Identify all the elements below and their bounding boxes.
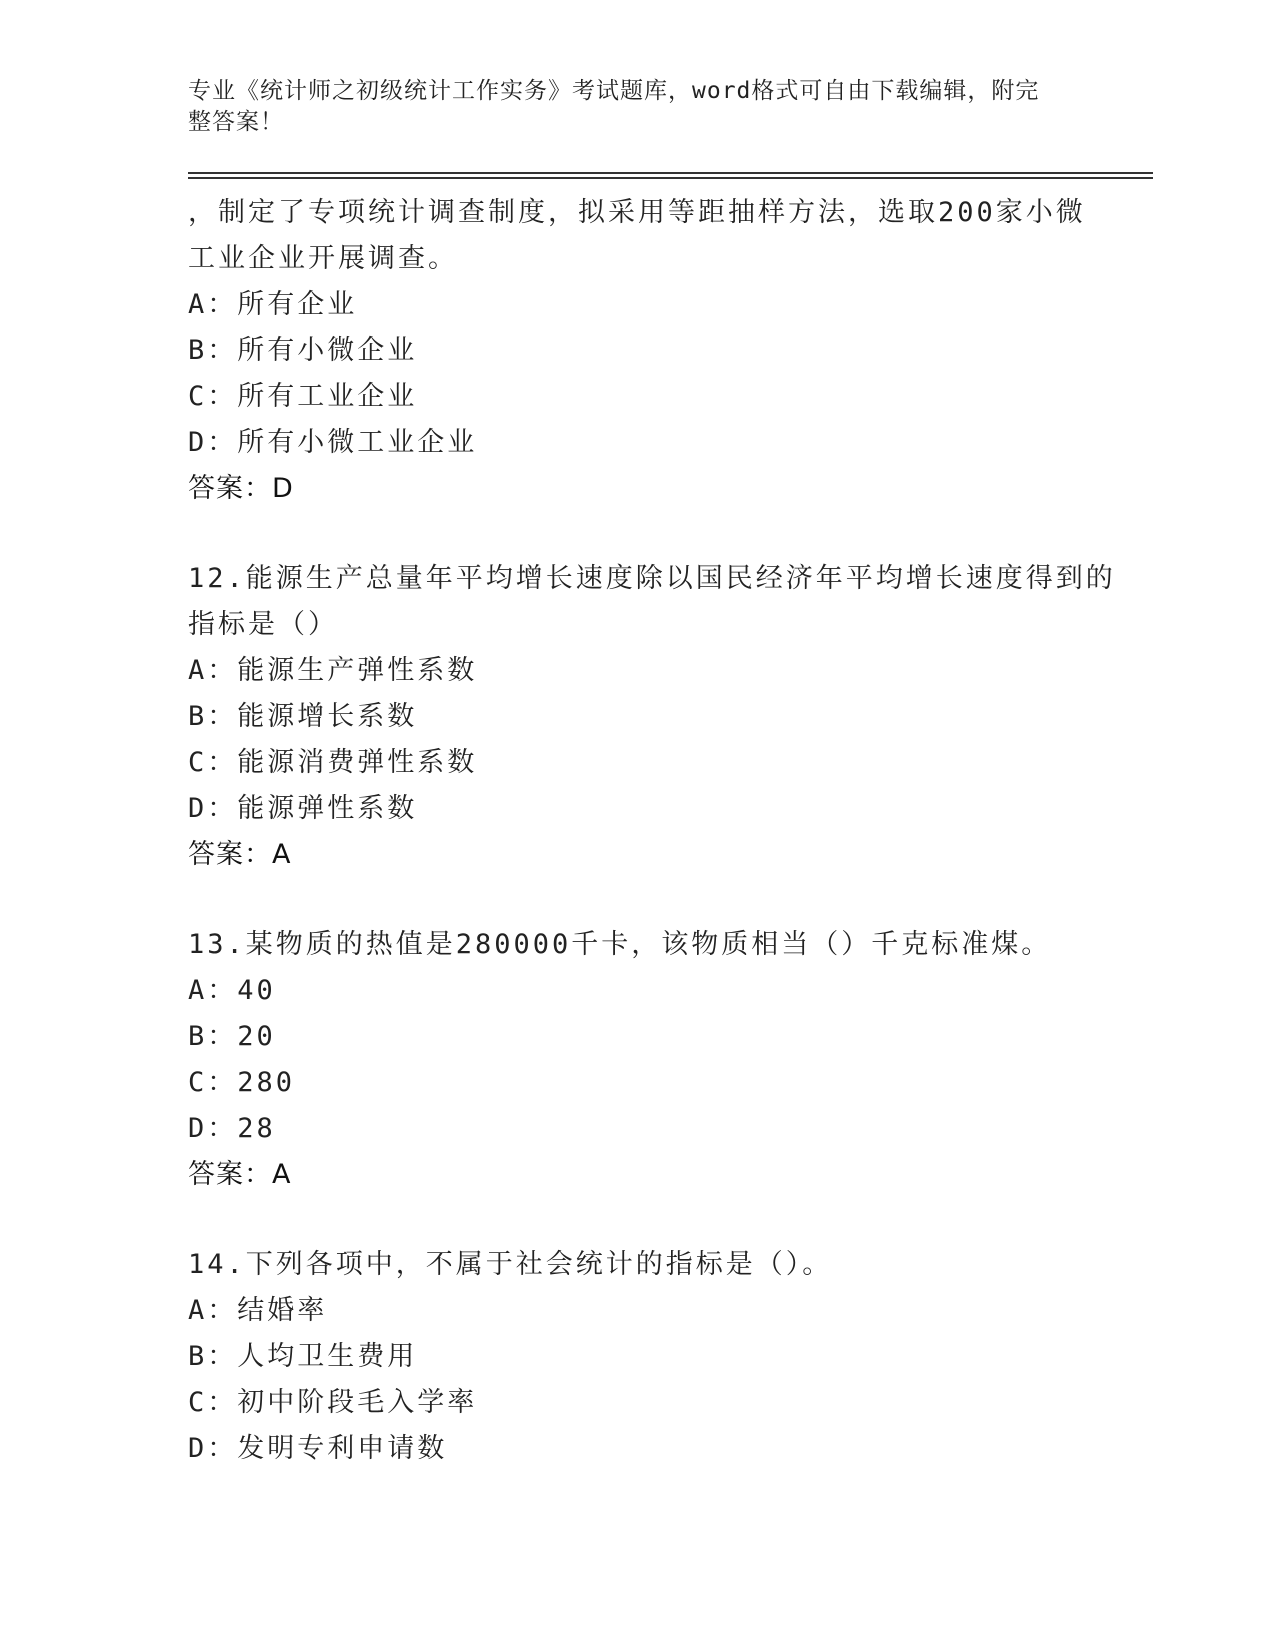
option-a: A：结婚率 [188,1295,328,1326]
question-stem: ，制定了专项统计调查制度，拟采用等距抽样方法，选取200家小微 [188,197,1086,228]
option-b: B：人均卫生费用 [188,1341,418,1372]
question-stem: 工业企业开展调查。 [188,243,458,274]
option-a: A：40 [188,975,276,1006]
document-header [188,76,1088,138]
option-b: B：能源增长系数 [188,701,418,732]
question-14 [188,1242,1088,1472]
option-b: B：所有小微企业 [188,335,418,366]
option-d: D：28 [188,1113,276,1144]
header-divider-top [188,172,1153,174]
option-d: D：能源弹性系数 [188,793,418,824]
option-c: C：初中阶段毛入学率 [188,1387,478,1418]
option-b: B：20 [188,1021,276,1052]
option-c: C：所有工业企业 [188,381,418,412]
header-line-1: 专业《统计师之初级统计工作实务》考试题库，word格式可自由下载编辑，附完 [188,78,1040,104]
header-divider-bottom [188,177,1153,179]
answer: 答案：A [188,1159,292,1190]
option-d: D：发明专利申请数 [188,1433,448,1464]
question-stem: 13.某物质的热值是280000千卡，该物质相当（）千克标准煤。 [188,929,1052,960]
header-line-2: 整答案！ [188,109,284,135]
question-13 [188,922,1088,1198]
question-12 [188,556,1116,878]
answer: 答案：A [188,839,292,870]
option-c: C：280 [188,1067,296,1098]
option-c: C：能源消费弹性系数 [188,747,478,778]
question-stem: 指标是（） [188,609,338,640]
question-list [188,190,1116,1472]
option-a: A：所有企业 [188,289,358,320]
question-11 [188,190,1088,512]
answer: 答案：D [188,473,294,504]
option-d: D：所有小微工业企业 [188,427,478,458]
question-stem: 14.下列各项中，不属于社会统计的指标是（）。 [188,1249,833,1280]
option-a: A：能源生产弹性系数 [188,655,478,686]
question-stem: 12.能源生产总量年平均增长速度除以国民经济年平均增长速度得到的 [188,563,1116,594]
